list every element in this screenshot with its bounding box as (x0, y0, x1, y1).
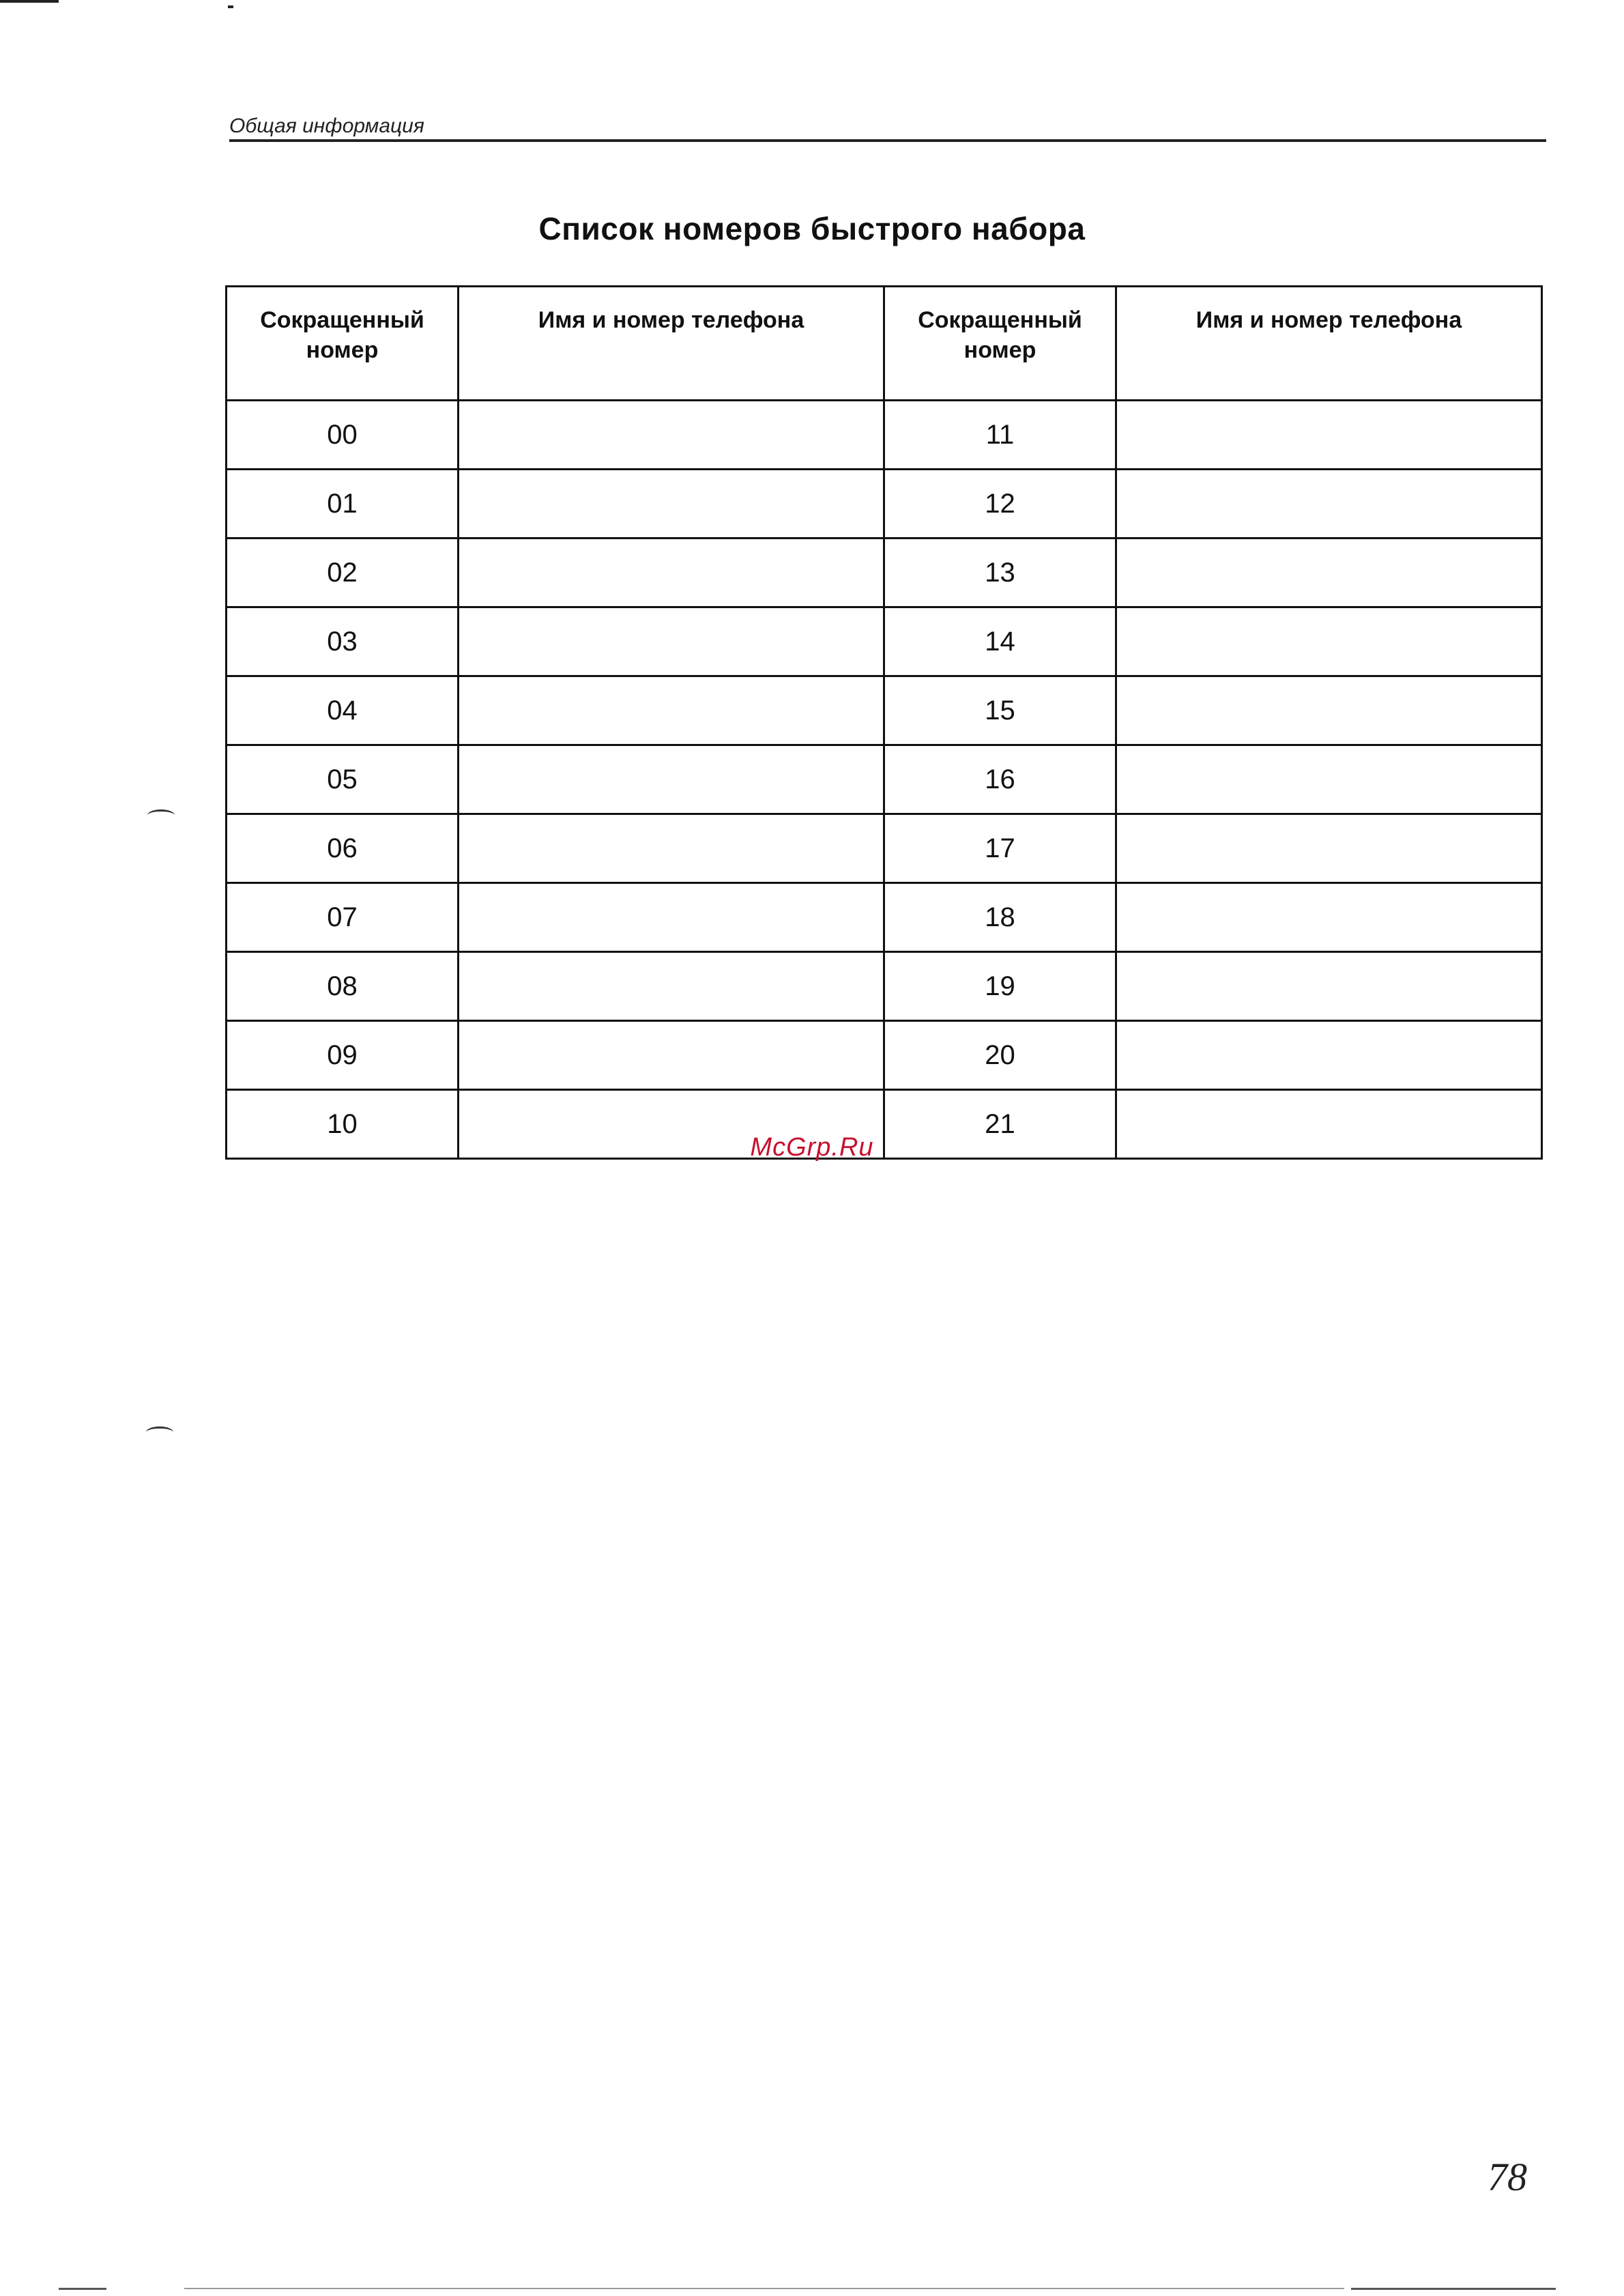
short-code-cell: 02 (227, 539, 459, 607)
column-header-short-code: Сокращенный номер (227, 287, 459, 401)
name-phone-cell (459, 745, 884, 814)
name-phone-cell (459, 1021, 884, 1090)
short-code-cell: 16 (884, 745, 1116, 814)
name-phone-cell (459, 539, 884, 607)
table-row (227, 401, 1542, 470)
name-phone-cell (1116, 952, 1542, 1021)
table-row (227, 1021, 1542, 1090)
name-phone-cell (1116, 607, 1542, 676)
name-phone-cell (1116, 539, 1542, 607)
column-header-name-phone: Имя и номер телефона (459, 287, 884, 401)
speed-dial-table (225, 285, 1543, 1160)
name-phone-cell (1116, 401, 1542, 470)
short-code-cell: 11 (884, 401, 1116, 470)
short-code-cell: 09 (227, 1021, 459, 1090)
short-code-cell: 21 (884, 1090, 1116, 1159)
short-code-cell: 07 (227, 883, 459, 952)
scan-bottom-edge (1351, 2288, 1556, 2290)
short-code-cell: 06 (227, 814, 459, 883)
short-code-cell: 01 (227, 470, 459, 539)
table-row (227, 676, 1542, 745)
name-phone-cell (1116, 883, 1542, 952)
table-header-row (227, 287, 1542, 401)
section-label: Общая информация (229, 115, 424, 137)
short-code-cell: 19 (884, 952, 1116, 1021)
name-phone-cell (459, 883, 884, 952)
name-phone-cell (1116, 1021, 1542, 1090)
table-row (227, 607, 1542, 676)
short-code-cell: 20 (884, 1021, 1116, 1090)
name-phone-cell (1116, 745, 1542, 814)
name-phone-cell (459, 470, 884, 539)
running-header (229, 109, 1546, 142)
name-phone-cell (1116, 814, 1542, 883)
scan-bottom-edge (59, 2288, 106, 2290)
name-phone-cell (459, 952, 884, 1021)
margin-mark (147, 809, 175, 821)
short-code-cell: 15 (884, 676, 1116, 745)
scan-bottom-edge (184, 2288, 1344, 2289)
short-code-cell: 00 (227, 401, 459, 470)
table-row (227, 952, 1542, 1021)
table-row (227, 814, 1542, 883)
scan-speck (228, 5, 233, 8)
table-row (227, 883, 1542, 952)
short-code-cell: 12 (884, 470, 1116, 539)
short-code-cell: 17 (884, 814, 1116, 883)
watermark: McGrp.Ru (750, 1133, 874, 1162)
short-code-cell: 03 (227, 607, 459, 676)
table-row (227, 745, 1542, 814)
name-phone-cell (459, 676, 884, 745)
name-phone-cell (459, 607, 884, 676)
column-header-short-code: Сокращенный номер (884, 287, 1116, 401)
short-code-cell: 05 (227, 745, 459, 814)
short-code-cell: 10 (227, 1090, 459, 1159)
short-code-cell: 08 (227, 952, 459, 1021)
page-number: 78 (1488, 2155, 1527, 2199)
name-phone-cell (459, 401, 884, 470)
page-title: Список номеров быстрого набора (538, 211, 1086, 246)
scan-mark-top-left (0, 0, 59, 3)
table-row (227, 539, 1542, 607)
name-phone-cell (1116, 470, 1542, 539)
short-code-cell: 13 (884, 539, 1116, 607)
short-code-cell: 04 (227, 676, 459, 745)
margin-mark (146, 1426, 173, 1438)
name-phone-cell (459, 814, 884, 883)
short-code-cell: 18 (884, 883, 1116, 952)
column-header-name-phone: Имя и номер телефона (1116, 287, 1542, 401)
table-row (227, 470, 1542, 539)
speed-dial-table-container (225, 285, 1541, 1160)
name-phone-cell (1116, 676, 1542, 745)
short-code-cell: 14 (884, 607, 1116, 676)
